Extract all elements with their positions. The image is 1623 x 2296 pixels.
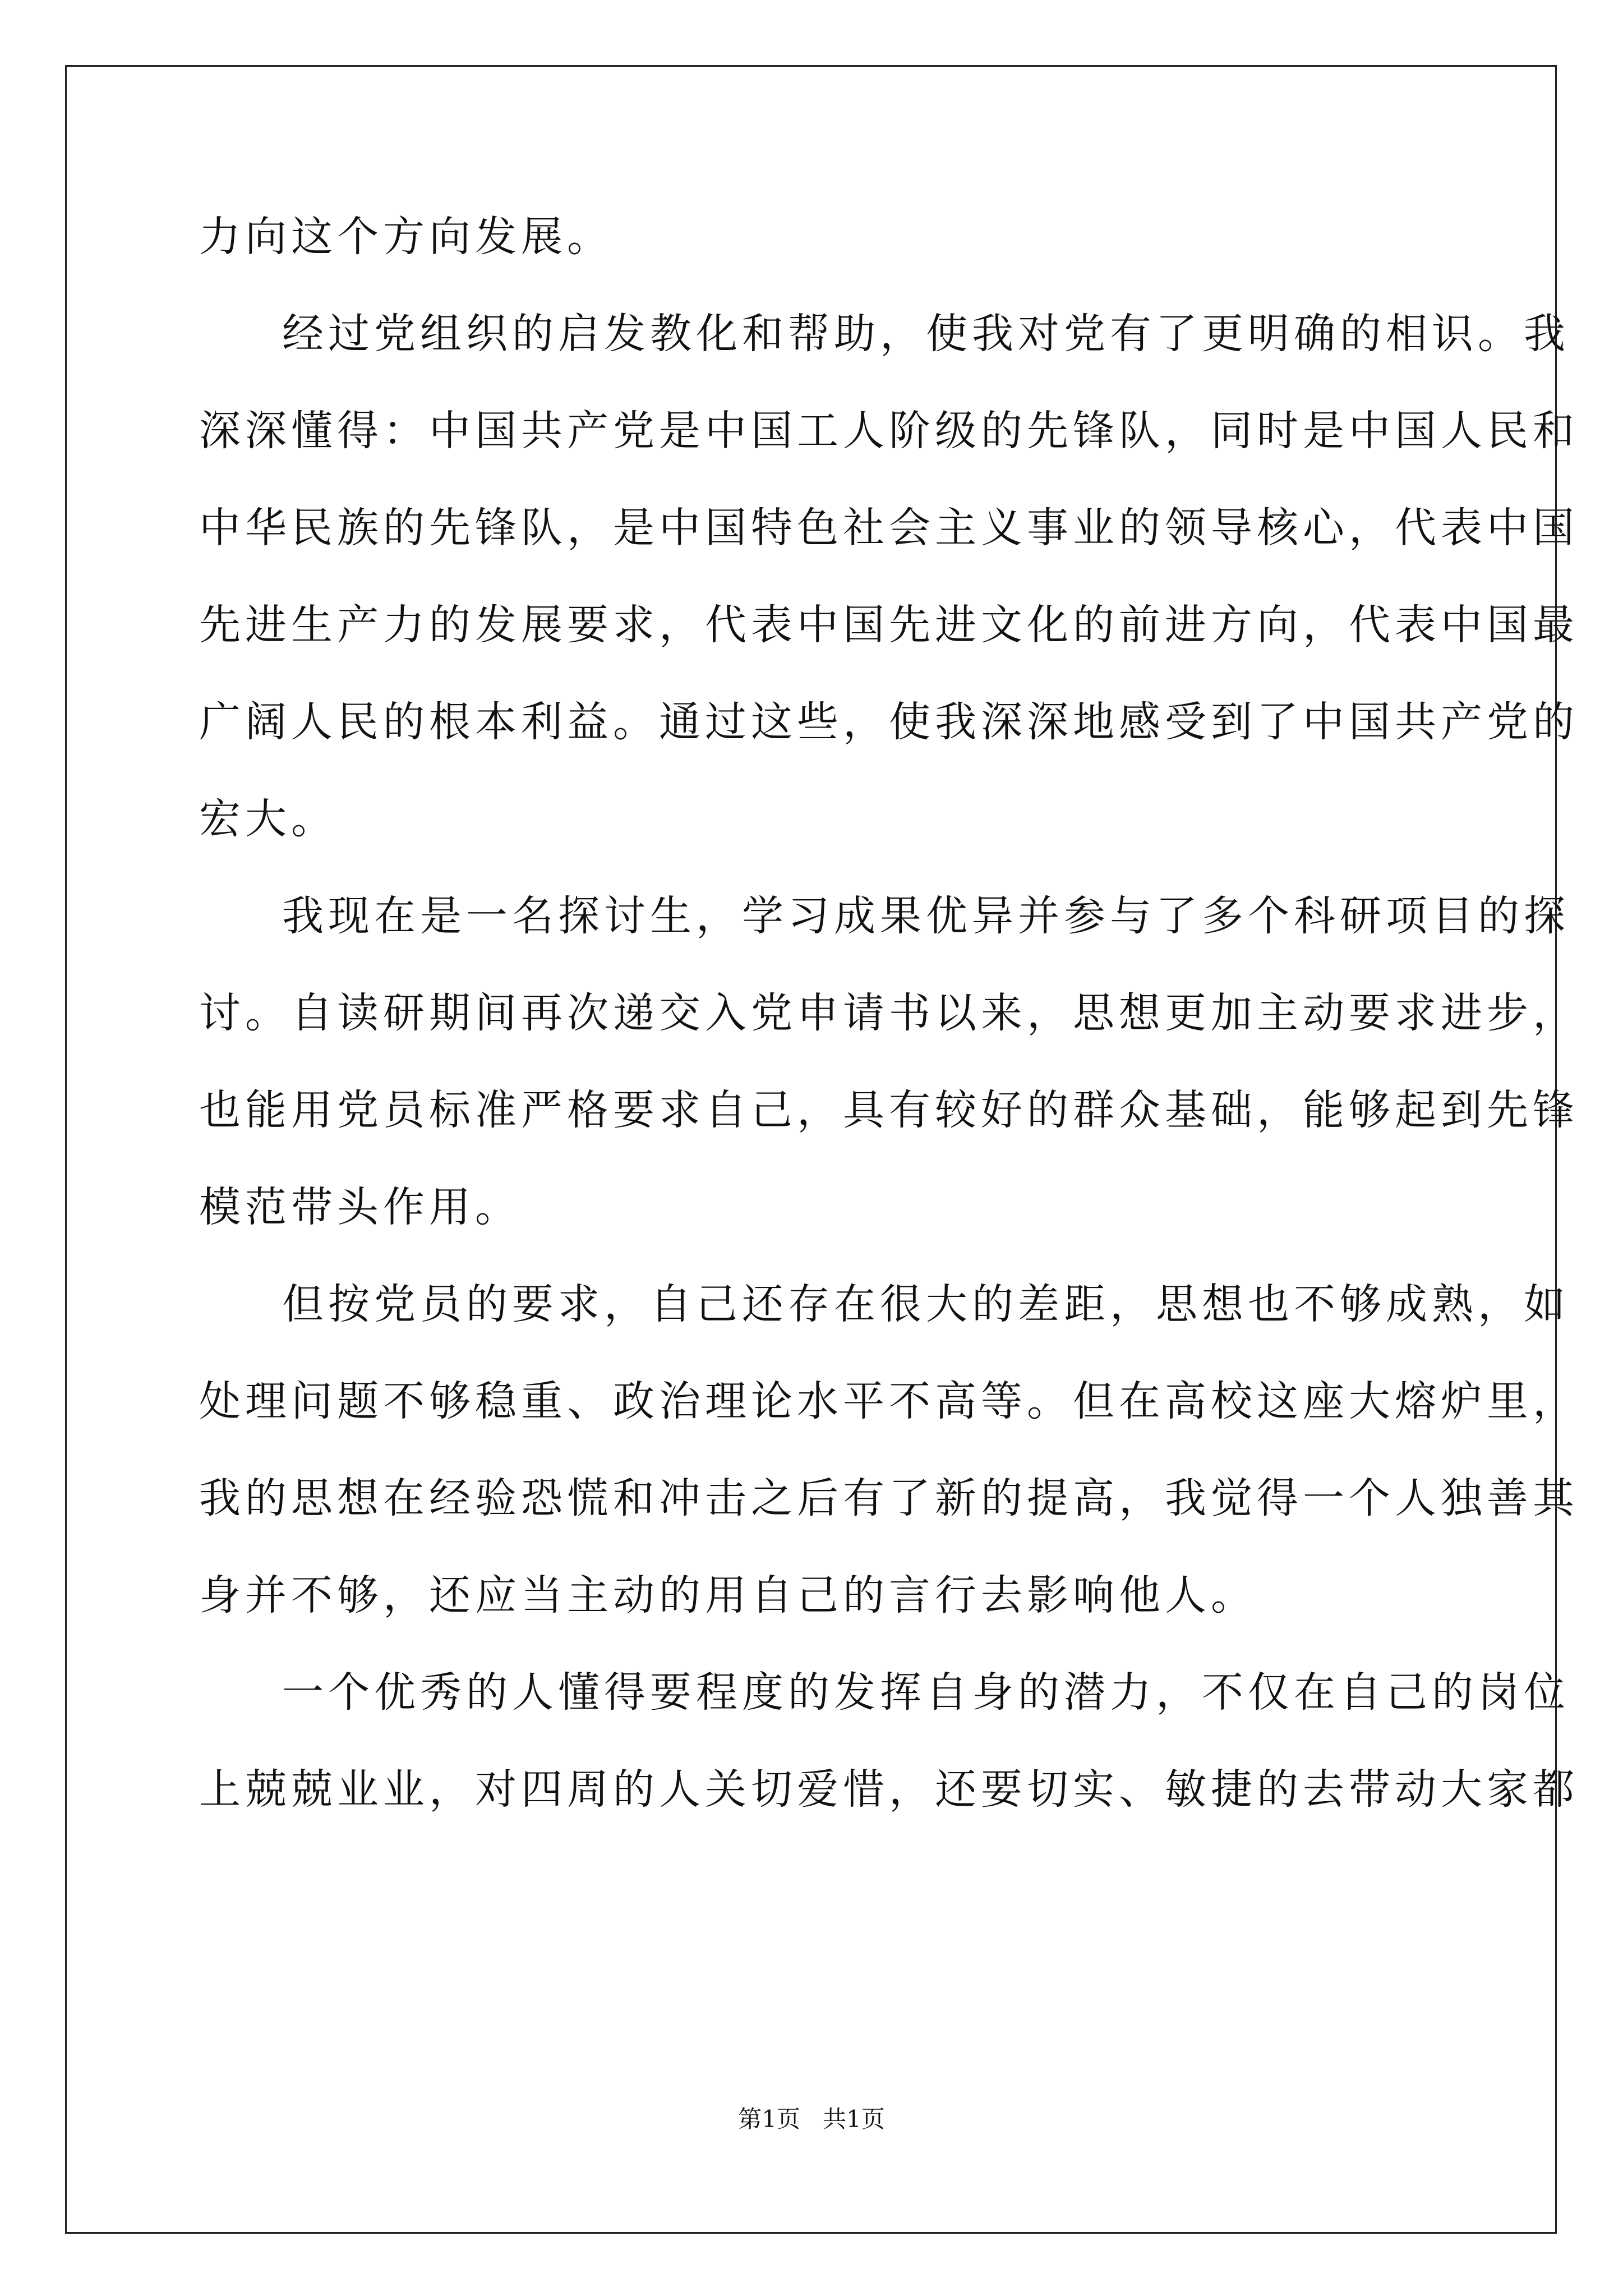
paragraph-first-line: 我现在是一名探讨生，学习成果优异并参与了多个科研项目的探 bbox=[282, 892, 1570, 940]
text-line: 身并不够，还应当主动的用自己的言行去影响他人。 bbox=[199, 1571, 1257, 1619]
page-border bbox=[65, 65, 1557, 2234]
paragraph-first-line: 经过党组织的启发教化和帮助，使我对党有了更明确的相识。我 bbox=[282, 310, 1570, 358]
text-line: 宏大。 bbox=[199, 795, 337, 843]
text-line: 中华民族的先锋队，是中国特色社会主义事业的领导核心，代表中国 bbox=[199, 504, 1579, 552]
text-line: 处理问题不够稳重、政治理论水平不高等。但在高校这座大熔炉里， bbox=[199, 1377, 1579, 1425]
text-line: 模范带头作用。 bbox=[199, 1183, 521, 1231]
text-line: 上兢兢业业，对四周的人关切爱惜，还要切实、敏捷的去带动大家都 bbox=[199, 1765, 1579, 1814]
paragraph-first-line: 一个优秀的人懂得要程度的发挥自身的潜力，不仅在自己的岗位 bbox=[282, 1668, 1570, 1717]
page-footer: 第1页 共1页 bbox=[738, 2105, 885, 2133]
text-line: 先进生产力的发展要求，代表中国先进文化的前进方向，代表中国最 bbox=[199, 601, 1579, 649]
text-line: 讨。自读研期间再次递交入党申请书以来，思想更加主动要求进步， bbox=[199, 989, 1579, 1037]
text-line: 我的思想在经验恐慌和冲击之后有了新的提高，我觉得一个人独善其 bbox=[199, 1474, 1579, 1522]
text-line: 也能用党员标准严格要求自己，具有较好的群众基础，能够起到先锋 bbox=[199, 1086, 1579, 1134]
text-line: 深深懂得：中国共产党是中国工人阶级的先锋队，同时是中国人民和 bbox=[199, 407, 1579, 455]
text-line: 广阔人民的根本利益。通过这些，使我深深地感受到了中国共产党的 bbox=[199, 698, 1579, 746]
text-line: 力向这个方向发展。 bbox=[199, 213, 613, 261]
paragraph-first-line: 但按党员的要求，自己还存在很大的差距，思想也不够成熟，如 bbox=[282, 1280, 1570, 1328]
